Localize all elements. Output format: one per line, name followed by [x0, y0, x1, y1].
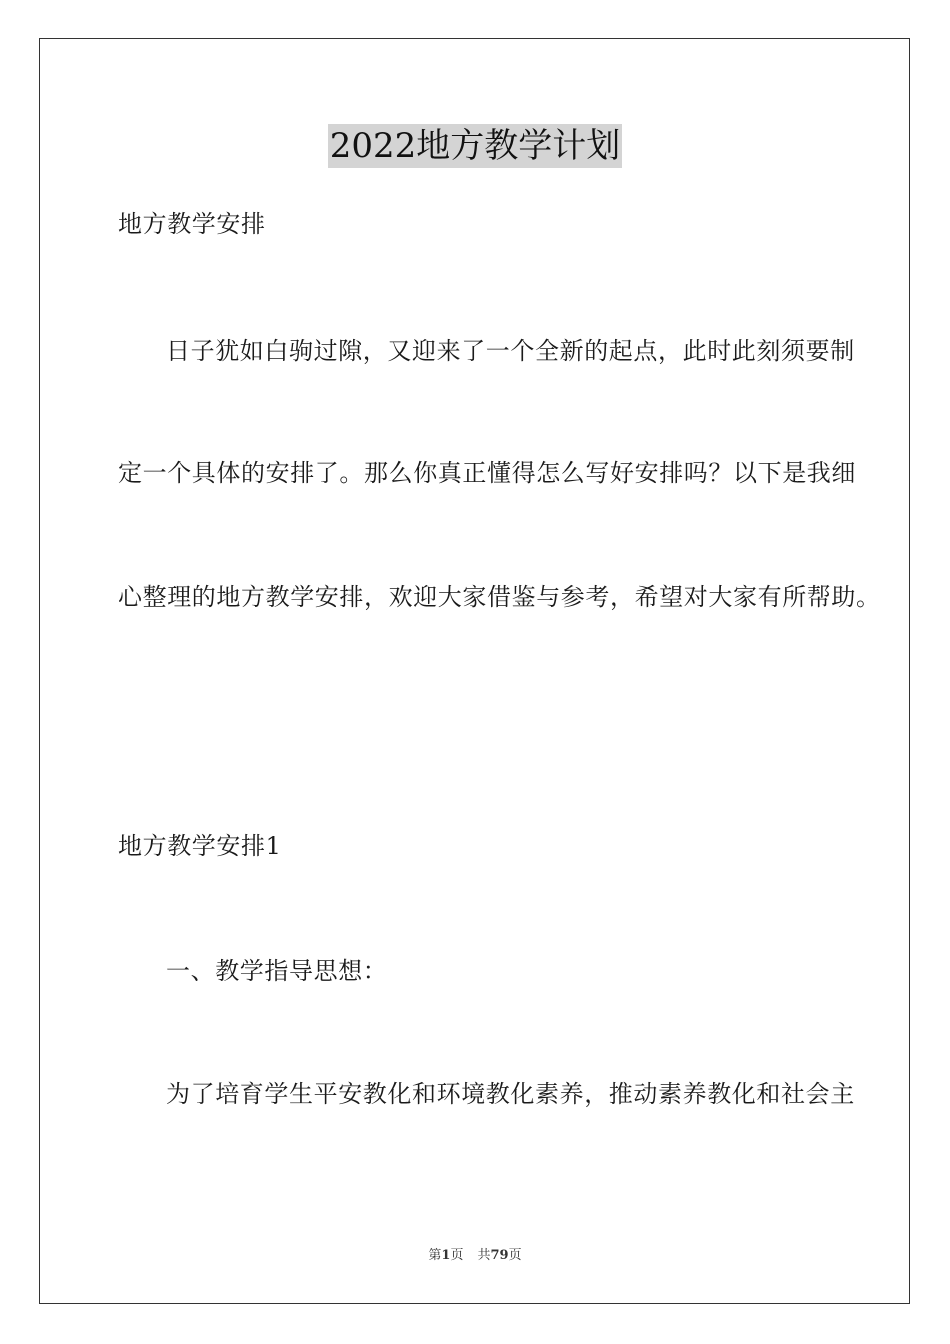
document-title-wrapper	[0, 124, 950, 168]
total-prefix: 共	[477, 1248, 491, 1263]
intro-paragraph-line-2: 定一个具体的安排了。那么你真正懂得怎么写好安排吗？以下是我细	[118, 459, 856, 487]
page-prefix: 第	[428, 1248, 442, 1263]
body-paragraph-line: 为了培育学生平安教化和环境教化素养，推动素养教化和社会主	[166, 1080, 855, 1108]
total-suffix: 页	[508, 1248, 522, 1263]
page-suffix: 页	[450, 1248, 464, 1263]
page-number: 1	[441, 1248, 451, 1263]
section-heading: 地方教学安排1	[118, 832, 282, 860]
total-pages: 79	[490, 1248, 509, 1263]
page-footer	[0, 1247, 950, 1265]
document-subtitle: 地方教学安排	[118, 210, 266, 238]
document-title: 2022地方教学计划	[329, 126, 621, 166]
subsection-heading: 一、教学指导思想：	[166, 957, 388, 985]
intro-paragraph-line-3: 心整理的地方教学安排，欢迎大家借鉴与参考，希望对大家有所帮助。	[118, 583, 881, 611]
intro-paragraph-line-1: 日子犹如白驹过隙，又迎来了一个全新的起点，此时此刻须要制	[166, 337, 855, 365]
